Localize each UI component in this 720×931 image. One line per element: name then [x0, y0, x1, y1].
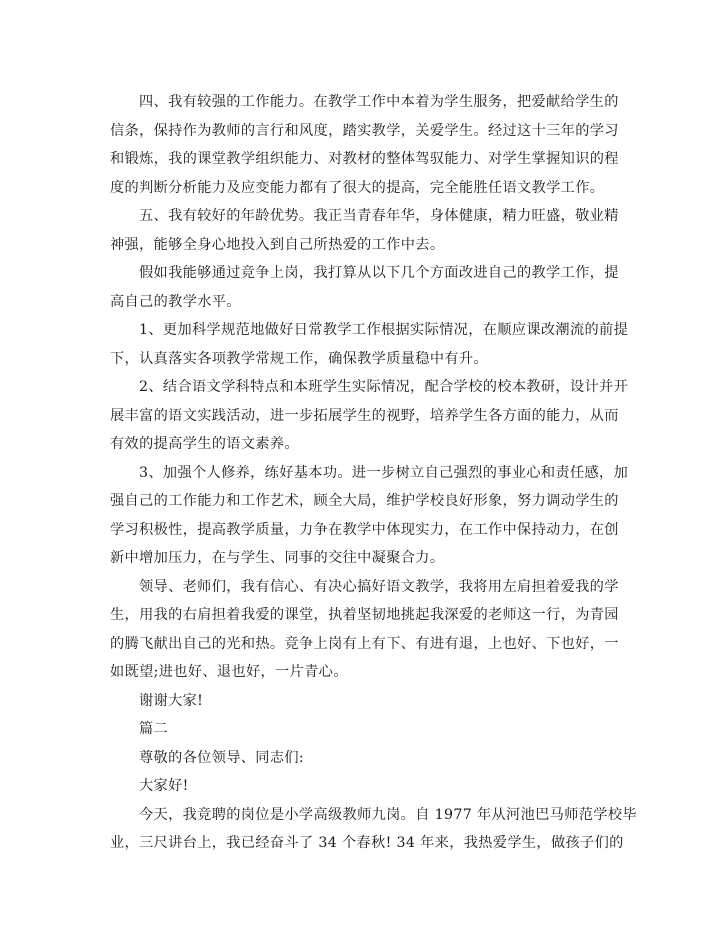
- text-line: 高自己的教学水平。: [110, 293, 241, 310]
- text-line: 和锻炼，我的课堂教学组织能力、对教材的整体驾驭能力、对学生掌握知识的程: [110, 151, 619, 167]
- text-line: 信条，保持作为教师的言行和风度，踏实教学，关爱学生。经过这十三年的学习: [110, 122, 619, 139]
- paragraph-introduction: [110, 801, 637, 858]
- text-line: 3、加强个人修养，练好基本功。进一步树立自己强烈的事业心和责任感，加: [139, 464, 629, 481]
- text-line: 展丰富的语文实践活动，进一步拓展学生的视野，培养学生各方面的能力，从而: [110, 407, 619, 424]
- paragraph-age-advantage: [110, 202, 619, 259]
- text-line: 今天，我竞聘的岗位是小学高级教师九岗。自 1977 年从河池巴马师范学校毕: [139, 806, 637, 823]
- text-line: 的腾飞献出自己的光和热。竞争上岗有上有下、有进有退，上也好、下也好，一: [110, 635, 619, 652]
- text-line: 1、更加科学规范地做好日常教学工作根据实际情况，在顺应课改潮流的前提: [139, 322, 629, 338]
- document-page: [110, 88, 637, 858]
- paragraph-plan-item-3: [110, 459, 629, 573]
- text-line: 2、结合语文学科特点和本班学生实际情况，配合学校的校本教研，设计并开: [139, 379, 629, 395]
- text-line: 五、我有较好的年龄优势。我正当青春年华，身体健康，精力旺盛，敬业精: [139, 208, 619, 224]
- text-line: 度的判断分析能力及应变能力都有了很大的提高，完全能胜任语文教学工作。: [110, 179, 605, 196]
- text-line: 神强，能够全身心地投入到自己所热爱的工作中去。: [110, 236, 445, 253]
- paragraph-improvement-plan: [110, 259, 619, 316]
- text-line: 生，用我的右肩担着我爱的课堂，执着坚韧地挑起我深爱的老师这一行，为青园: [110, 607, 619, 623]
- paragraph-closing-pledge: [110, 573, 619, 687]
- text-line: 有效的提高学生的语文素养。: [110, 436, 299, 452]
- greeting-line: 大家好!: [139, 778, 189, 794]
- text-line: 如既望;进也好、退也好，一片青心。: [110, 664, 348, 680]
- paragraph-work-ability: [110, 88, 619, 202]
- text-line: 业，三尺讲台上，我已经奋斗了 34 个春秋! 34 年来，我热爱学生，做孩子们的: [110, 835, 624, 851]
- text-line: 下，认真落实各项教学常规工作，确保教学质量稳中有升。: [110, 350, 488, 367]
- text-line: 领导、老师们，我有信心、有决心搞好语文教学，我将用左肩担着爱我的学: [139, 578, 619, 595]
- thanks-line: 谢谢大家!: [139, 692, 204, 709]
- text-line: 假如我能够通过竞争上岗，我打算从以下几个方面改进自己的教学工作，提: [139, 265, 619, 281]
- paragraph-plan-item-2: [110, 373, 629, 459]
- text-line: 学习积极性，提高教学质量，力争在教学中体现实力，在工作中保持动力，在创: [110, 521, 619, 538]
- text-line: 新中增加压力，在与学生、同事的交往中凝聚合力。: [110, 550, 445, 566]
- section-heading: 篇二: [139, 721, 169, 737]
- paragraph-plan-item-1: [110, 316, 629, 373]
- salutation-line: 尊敬的各位领导、同志们:: [139, 749, 305, 766]
- text-line: 四、我有较强的工作能力。在教学工作中本着为学生服务，把爱献给学生的: [139, 94, 619, 110]
- text-line: 强自己的工作能力和工作艺术，顾全大局，维护学校良好形象，努力调动学生的: [110, 493, 619, 509]
